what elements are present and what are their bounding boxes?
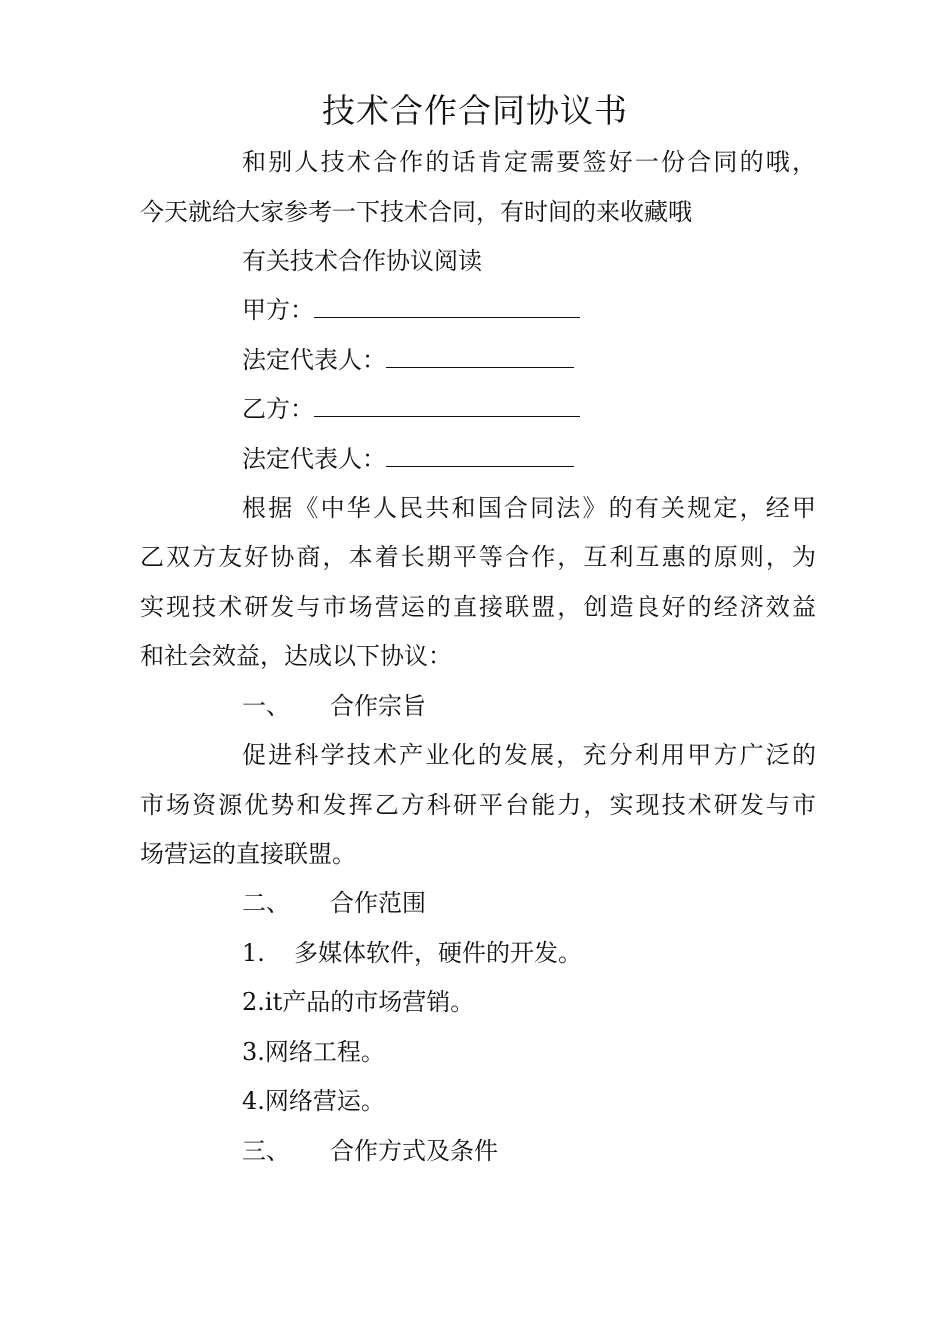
party-a-rep-row <box>242 343 574 377</box>
subtitle: 有关技术合作协议阅读 <box>242 247 482 275</box>
party-a-rep-label: 法定代表人： <box>242 346 386 374</box>
intro-line-1: 和别人技术合作的话肯定需要签好一份合同的哦， <box>242 148 816 176</box>
party-a-row <box>242 293 580 327</box>
section-1-number: 一、 <box>242 692 290 720</box>
party-b-label: 乙方： <box>242 395 314 423</box>
section-2-item-1-number: 1. <box>242 939 265 967</box>
party-b-blank-line[interactable] <box>314 394 580 417</box>
section-2-item-4: 4.网络营运。 <box>242 1087 385 1115</box>
section-2-number: 二、 <box>242 889 290 917</box>
section-3-title: 合作方式及条件 <box>330 1137 498 1165</box>
preamble-line-2: 乙双方友好协商，本着长期平等合作，互利互惠的原则，为 <box>140 543 816 571</box>
party-b-rep-row <box>242 442 574 476</box>
party-b-row <box>242 392 580 426</box>
preamble-line-4: 和社会效益，达成以下协议： <box>140 642 452 670</box>
party-b-rep-label: 法定代表人： <box>242 445 386 473</box>
section-2-item-3: 3.网络工程。 <box>242 1038 385 1066</box>
preamble-line-1: 根据《中华人民共和国合同法》的有关规定，经甲 <box>242 494 816 522</box>
section-1-title: 合作宗旨 <box>330 692 426 720</box>
document-title: 技术合作合同协议书 <box>322 91 628 130</box>
intro-line-2: 今天就给大家参考一下技术合同，有时间的来收藏哦 <box>140 198 692 226</box>
party-a-blank-line[interactable] <box>314 295 580 318</box>
section-1-line-2: 市场资源优势和发挥乙方科研平台能力，实现技术研发与市 <box>140 791 816 819</box>
preamble-line-3: 实现技术研发与市场营运的直接联盟，创造良好的经济效益 <box>140 593 816 621</box>
section-3-heading <box>242 1134 498 1168</box>
party-a-label: 甲方： <box>242 296 314 324</box>
section-2-heading <box>242 886 426 920</box>
section-3-number: 三、 <box>242 1137 290 1165</box>
section-1-heading <box>242 689 426 723</box>
section-2-item-1 <box>242 936 582 970</box>
party-a-rep-blank-line[interactable] <box>386 345 574 368</box>
party-b-rep-blank-line[interactable] <box>386 444 574 467</box>
section-2-item-2: 2.it产品的市场营销。 <box>242 988 475 1016</box>
section-2-title: 合作范围 <box>330 889 426 917</box>
section-2-item-1-text: 多媒体软件，硬件的开发。 <box>294 939 582 967</box>
section-1-line-1: 促进科学技术产业化的发展，充分利用甲方广泛的 <box>242 741 816 769</box>
section-1-line-3: 场营运的直接联盟。 <box>140 840 356 868</box>
